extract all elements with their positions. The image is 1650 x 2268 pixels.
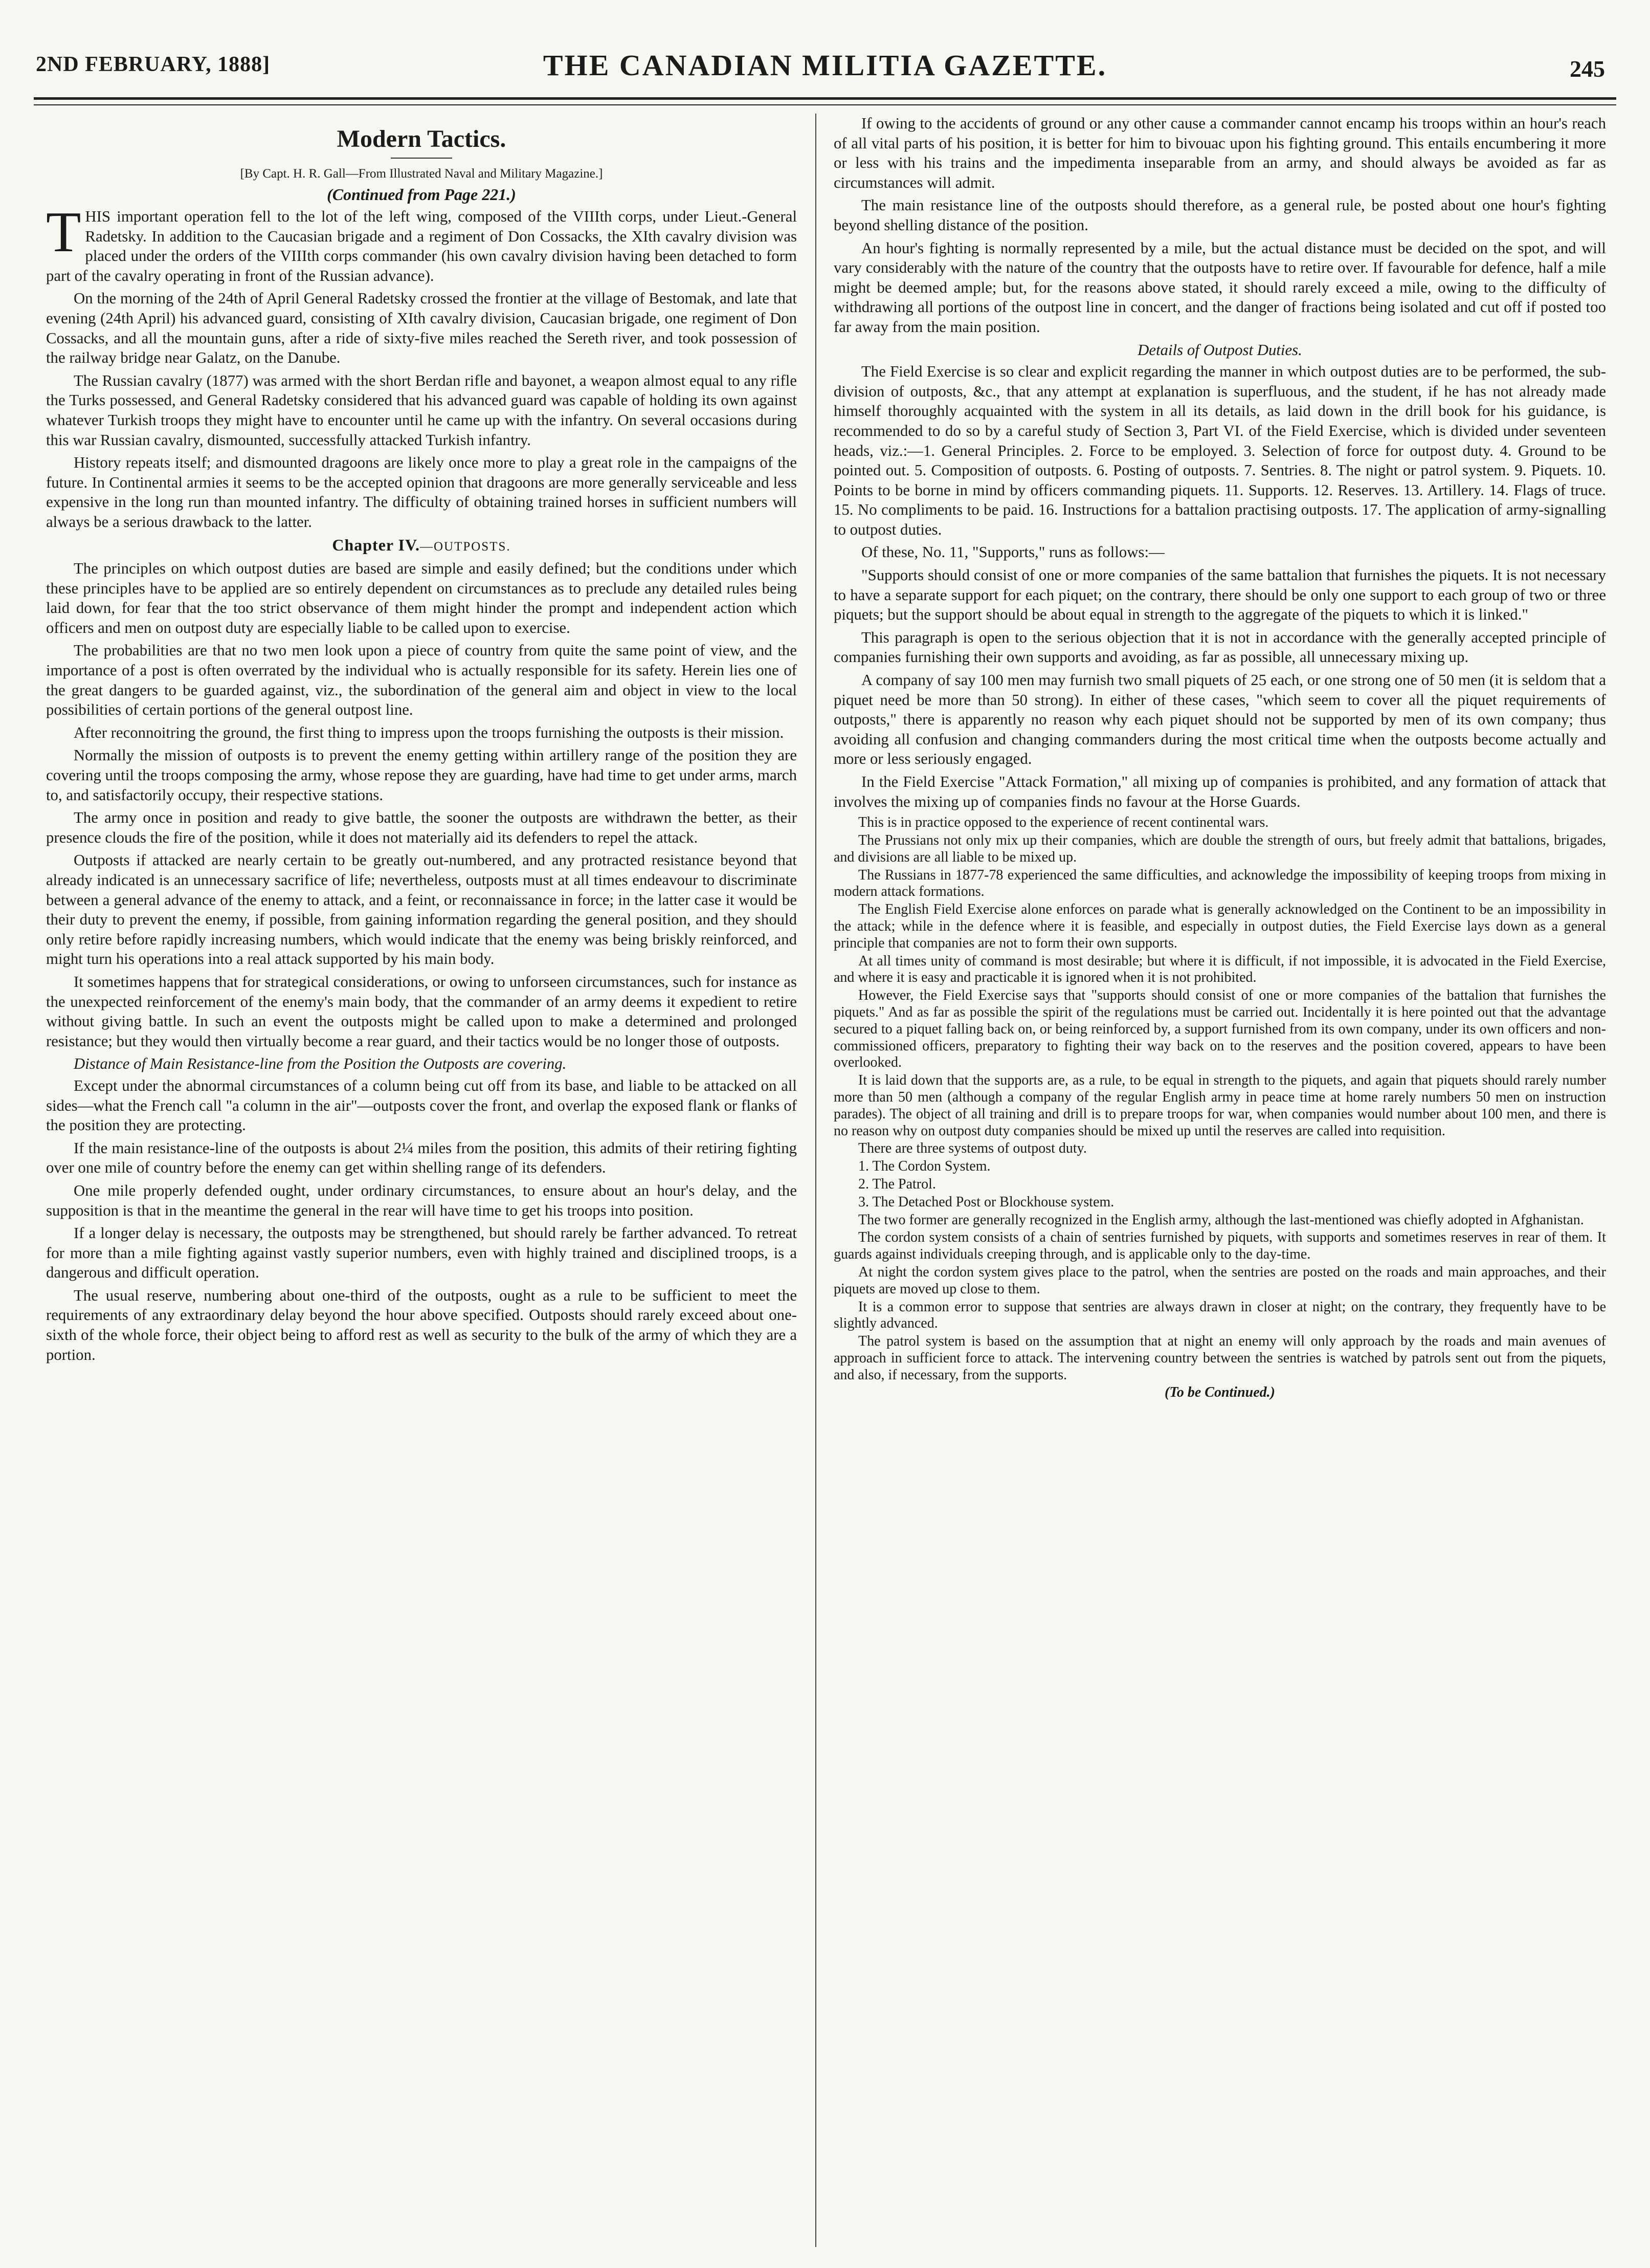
paragraph: This is in practice opposed to the experience of recent continental wars. [858, 814, 1269, 831]
quoted-paragraph: "Supports should consist of one or more companies of the same battalion that furnishes the piquets. It is not necessary to have a separate support for each piquet; on the contrary, there should be only one support to each group of two or three piquets; but the support should be about equal in strength to the aggregate of the piquets to which it is linked." [834, 566, 1606, 624]
paragraph: History repeats itself; and dismounted dragoons are likely once more to play a great role in the campaigns of the future. In Continental armies it seems to be the accepted opinion that dragoons are more generally serviceable and less expensive in the long run than mounted infantry. The difficulty of obtaining trained horses in sufficient numbers will always be a serious drawback to the latter. [46, 454, 797, 531]
title-rule [391, 158, 452, 159]
paragraph: The two former are generally recognized in the English army, although the last-mentioned was chiefly adopted in Afghanistan. [858, 1212, 1584, 1228]
paragraph: The cordon system consists of a chain of sentries furnished by piquets, with supports and sometimes reserves in rear of them. It guards against individuals creeping through, and is applicable only to the day-time. [834, 1229, 1606, 1263]
paragraph: The Russian cavalry (1877) was armed with the short Berdan rifle and bayonet, a weapon almost equal to any rifle the Turks possessed, and General Radetsky considered that his advanced guard was capable of holding its own against whatever Turkish troops they might have to encounter until he came up with the infantry. On several occasions during this war Russian cavalry, dismounted, successfully attacked Turkish infantry. [46, 371, 797, 449]
opening-paragraph-text: HIS important operation fell to the lot of the left wing, composed of the VIIIth corps, under Lieut.-General Radetsky. In addition to the Caucasian brigade and a regiment of Don Cossacks, the XIth cavalry division was placed under the orders of the VIIIth corps commander (his own cavalry division having been detached to form part of the cavalry operating in front of the Russian advance). [46, 208, 797, 284]
paragraph: In the Field Exercise "Attack Formation," all mixing up of companies is prohibited, and any formation of attack that involves the mixing up of companies finds no favour at the Horse Guards. [834, 773, 1606, 810]
small-type-section [834, 814, 1606, 1401]
list-item: 1. The Cordon System. [858, 1158, 991, 1175]
paragraph: The Russians in 1877-78 experienced the same difficulties, and acknowledge the impossibility of keeping troops from mixing in modern attack formations. [834, 867, 1606, 900]
paragraph: Outposts if attacked are nearly certain to be greatly out-numbered, and any protracted resistance beyond that already indicated is an unnecessary sacrifice of life; nevertheless, outposts must at all times endeavour to discriminate between a general advance of the enemy to attack, and a feint, or reconnaissance in force; in the latter case it would be their duty to prevent the enemy, if possible, from gaining information regarding the general position, and they should only retire before rapidly increasing numbers, which would indicate that the enemy was being briskly reinforced, and might turn his operations into a real attack supported by his main body. [46, 851, 797, 968]
column-divider [815, 114, 816, 2247]
list-item: 2. The Patrol. [858, 1176, 936, 1192]
issue-date: 2ND FEBRUARY, 1888] [36, 53, 271, 76]
paragraph: A company of say 100 men may furnish two small piquets of 25 each, or one strong one of 50 men (it is seldom that a piquet need be more than 50 strong). In either of these cases, "which seem to cover all the piquet requirements of outposts," there is apparently no reason why each piquet should not be supported by men of its own company; thus avoiding all confusion and changing commanders during the most critical time when the outposts become actually and more or less seriously engaged. [834, 671, 1606, 768]
opening-paragraph [46, 201, 797, 285]
paragraph: If owing to the accidents of ground or any other cause a commander cannot encamp his troops within an hour's reach of all vital parts of his position, it is better for him to bivouac upon his fighting ground. This entails encumbering it more or less with his trains and the impedimenta inseparable from an army, and should always be avoided as far as circumstances will admit. [834, 115, 1606, 191]
masthead-rule-thick [34, 97, 1616, 100]
section-subheading: Distance of Main Resistance-line from the Position the Outposts are covering. [74, 1055, 567, 1073]
paragraph: The probabilities are that no two men look upon a piece of country from quite the same point of view, and the importance of a post is often overrated by the individual who is actually responsible for its safety. Herein lies one of the great dangers to be guarded against, viz., the subordination of the general aim and object in view to the local possibilities of certain portions of the general outpost line. [46, 642, 797, 719]
paragraph: After reconnoitring the ground, the first thing to impress upon the troops furnishing the outposts is their mission. [74, 723, 784, 741]
paragraph: The army once in position and ready to give battle, the sooner the outposts are withdrawn the better, as their presence clouds the fire of the position, while it does not materially aid its defenders to repel the attack. [46, 809, 797, 846]
right-column [834, 114, 1606, 1401]
chapter-subtitle: —OUTPOSTS. [419, 539, 511, 554]
paragraph: One mile properly defended ought, under ordinary circumstances, to ensure about an hour's delay, and the supposition is that in the meantime the general in the rear will have time to get his troops into position. [46, 1181, 797, 1219]
chapter-heading [46, 535, 797, 557]
section-subheading: Details of Outpost Duties. [1138, 341, 1302, 359]
paragraph: The patrol system is based on the assumption that at night an enemy will only approach by the roads and main avenues of approach in sufficient force to attack. The intervening country between the sentries is watched by patrols sent out from the piquets, and also, if necessary, from the supports. [834, 1333, 1606, 1383]
chapter-number: Chapter IV. [332, 535, 420, 554]
paragraph: The Field Exercise is so clear and explicit regarding the manner in which outpost duties are to be performed, the sub-division of outposts, &c., that any attempt at explanation is superfluous, and the student, if he has not already made himself thoroughly acquainted with the system in all its details, as laid down in the drill book for his guidance, is recommended to do so by a careful study of Section 3, Part VI. of the Field Exercise, which is divided under seventeen heads, viz.:—1. General Principles. 2. Force to be employed. 3. Selection of force for outpost duty. 4. Ground to be pointed out. 5. Composition of outposts. 6. Posting of outposts. 7. Sentries. 8. The night or patrol system. 9. Piquets. 10. Points to be borne in mind by officers commanding piquets. 11. Supports. 12. Reserves. 13. Artillery. 14. Flags of truce. 15. No compliments to be paid. 16. Instructions for a battalion practising outposts. 17. The application of army-signalling to outpost duties. [834, 363, 1606, 538]
paragraph: On the morning of the 24th of April General Radetsky crossed the frontier at the village of Bestomak, and late that evening (24th April) his advanced guard, consisting of XIth cavalry division, Caucasian brigade, one regiment of Don Cossacks, and all the mountain guns, after a ride of sixty-five miles reached the Sereth river, and took possession of the railway bridge near Galatz, on the Danube. [46, 290, 797, 367]
paragraph: The English Field Exercise alone enforces on parade what is generally acknowledged on the Continent to be an impossibility in the attack; while in the defence where it is feasible, and especially in outpost duties, the Field Exercise lays down as a general principle that companies are not to form their own supports. [834, 901, 1606, 951]
paragraph: Of these, No. 11, "Supports," runs as follows:— [861, 543, 1165, 561]
paragraph: At night the cordon system gives place to the patrol, when the sentries are posted on the roads and main approaches, and their piquets are moved up close to them. [834, 1264, 1606, 1297]
continued-from-note: (Continued from Page 221.) [327, 185, 516, 204]
paragraph: There are three systems of outpost duty. [858, 1140, 1087, 1157]
paragraph: If the main resistance-line of the outposts is about 2¼ miles from the position, this admits of their retiring fighting over one mile of country before the enemy can get within shelling range of its defenders. [46, 1139, 797, 1177]
paragraph: The usual reserve, numbering about one-third of the outposts, ought as a rule to be sufficient to meet the requirements of any extraordinary delay beyond the hour above specified. Outposts should rarely exceed about one-sixth of the whole force, their object being to afford rest as well as security to the bulk of the army of which they are a portion. [46, 1286, 797, 1363]
article-byline: [By Capt. H. R. Gall—From Illustrated Naval and Military Magazine.] [240, 167, 603, 181]
paragraph: At all times unity of command is most desirable; but where it is difficult, if not impossible, it is advocated in the Field Exercise, and where it is easy and practicable it is ignored when it is not prohibited. [834, 953, 1606, 986]
masthead [0, 48, 1650, 94]
page-number: 245 [1570, 56, 1605, 82]
left-column [46, 114, 797, 1368]
paragraph: The main resistance line of the outposts should therefore, as a general rule, be posted about one hour's fighting beyond shelling distance of the position. [834, 196, 1606, 234]
to-be-continued-note: (To be Continued.) [1165, 1384, 1275, 1401]
newspaper-title: THE CANADIAN MILITIA GAZETTE. [543, 49, 1107, 82]
list-item: 3. The Detached Post or Blockhouse system. [858, 1194, 1114, 1210]
paragraph: Normally the mission of outposts is to prevent the enemy getting within artillery range of the position they are covering until the troops composing the army, whose repose they are guarding, have had time to get under arms, march to, and satisfactorily occupy, their respective stations. [46, 746, 797, 804]
paragraph: Except under the abnormal circumstances of a column being cut off from its base, and liable to be attacked on all sides—what the French call "a column in the air"—outposts cover the front, and overlap the exposed flank or flanks of the position they are protecting. [46, 1076, 797, 1134]
paragraph: However, the Field Exercise says that "supports should consist of one or more companies of the battalion that furnishes the piquets." And as far as possible the spirit of the regulations must be carried out. Incidentally it is here pointed out that the advantage secured to a piquet falling back on, or being reinforced by, a support furnished from its own company, under its own officers and non-commissioned officers, preparatory to fighting their way back on to the reserves and the position covered, appears to have been overlooked. [834, 987, 1606, 1071]
drop-cap: T [46, 201, 81, 264]
paragraph: This paragraph is open to the serious objection that it is not in accordance with the generally accepted principle of companies furnishing their own supports and avoiding, as far as possible, all unnecessary mixing up. [834, 628, 1606, 666]
paragraph: The principles on which outpost duties are based are simple and easily defined; but the conditions under which these principles have to be applied are so entirely dependent on circumstances as to preclude any detailed rules being laid down, for fear that the too strict observance of them might hinder the prompt and independent action which officers and men on outpost duty are especially liable to be called upon to exercise. [46, 560, 797, 636]
masthead-rule-thin [34, 104, 1616, 105]
paragraph: An hour's fighting is normally represented by a mile, but the actual distance must be decided on the spot, and will vary considerably with the nature of the country that the outposts have to retire over. If favourable for defence, half a mile might be deemed ample; but, for the reasons above stated, it should rarely exceed a mile, owing to the difficulty of withdrawing all portions of the outpost line in concert, and the danger of fractions being isolated and cut off if posted too far away from the main position. [834, 239, 1606, 336]
article-title: Modern Tactics. [337, 125, 506, 152]
paragraph: It sometimes happens that for strategical considerations, or owing to unforseen circumstances, such for instance as the unexpected reinforcement of the enemy's main body, that the commander of an army deems it expedient to retire without giving battle. In such an event the outposts might be called upon to make a determined and prolonged resistance; but they would then virtually become a rear guard, and their tactics would be no longer those of outposts. [46, 973, 797, 1050]
paragraph: The Prussians not only mix up their companies, which are double the strength of ours, but freely admit that battalions, brigades, and divisions are all liable to be mixed up. [834, 832, 1606, 865]
paragraph: It is laid down that the supports are, as a rule, to be equal in strength to the piquets, and again that piquets should rarely number more than 50 men (although a company of the regular English army in peace time at home rarely numbers 50 men on instruction parades). The object of all training and drill is to prepare troops for war, when companies would number about 100 men, and there is no reason why on outpost duty companies should be mixed up until the reserves are called into requisition. [834, 1072, 1606, 1139]
paragraph: If a longer delay is necessary, the outposts may be strengthened, but should rarely be farther advanced. To retreat for more than a mile fighting against vastly superior numbers, even with highly trained and disciplined troops, is a dangerous and difficult operation. [46, 1224, 797, 1282]
paragraph: It is a common error to suppose that sentries are always drawn in closer at night; on the contrary, they frequently have to be slightly advanced. [834, 1298, 1606, 1332]
